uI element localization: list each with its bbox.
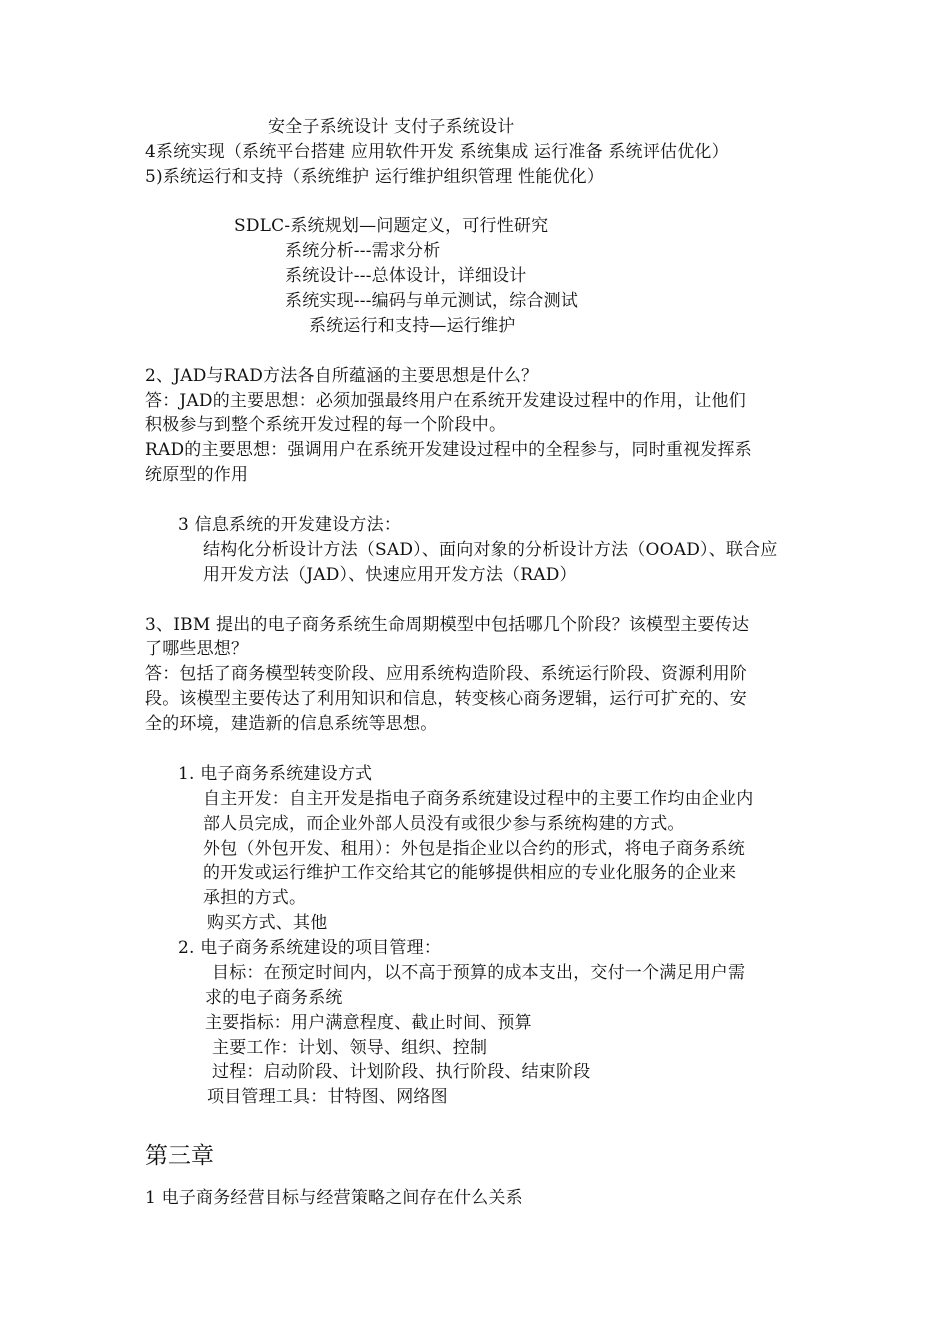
goal-line-1: 目标：在预定时间内，以不高于预算的成本支出，交付一个满足用户需 (212, 963, 746, 983)
system-implementation-line: 4系统实现（系统平台搭建 应用软件开发 系统集成 运行准备 系统评估优化） (145, 142, 729, 162)
jad-answer-line-2: 积极参与到整个系统开发过程的每一个阶段中。 (145, 415, 507, 435)
jad-answer-line-1: 答：JAD的主要思想：必须加强最终用户在系统开发建设过程中的作用，让他们 (145, 391, 746, 411)
ibm-answer-line-1: 答：包括了商务模型转变阶段、应用系统构造阶段、系统运行阶段、资源利用阶 (145, 664, 747, 684)
build-methods-title: 1. 电子商务系统建设方式 (178, 764, 373, 784)
chapter3-question-1: 1 电子商务经营目标与经营策略之间存在什么关系 (145, 1188, 523, 1208)
self-dev-line-2: 部人员完成，而企业外部人员没有或很少参与系统构建的方式。 (203, 814, 685, 834)
process-line: 过程：启动阶段、计划阶段、执行阶段、结束阶段 (212, 1062, 591, 1082)
ibm-question-line-2: 了哪些思想？ (145, 639, 249, 659)
jad-rad-question: 2、JAD与RAD方法各自所蕴涵的主要思想是什么？ (145, 366, 539, 386)
system-operation-support-line: 5)系统运行和支持（系统维护 运行维护组织管理 性能优化） (145, 167, 605, 187)
rad-answer-line-2: 统原型的作用 (145, 465, 249, 485)
chapter-heading: 第三章 (145, 1143, 214, 1169)
outsource-line-2: 的开发或运行维护工作交给其它的能够提供相应的专业化服务的企业来 (203, 863, 737, 883)
sdlc-analysis-line: 系统分析---需求分析 (285, 241, 441, 261)
main-work-line: 主要工作：计划、领导、组织、控制 (212, 1038, 488, 1058)
ibm-question-line-1: 3、IBM 提出的电子商务系统生命周期模型中包括哪几个阶段？该模型主要传达 (145, 615, 750, 635)
rad-answer-line-1: RAD的主要思想：强调用户在系统开发建设过程中的全程参与，同时重视发挥系 (145, 440, 752, 460)
pm-tools-line: 项目管理工具：甘特图、网络图 (207, 1087, 448, 1107)
sdlc-operation-line: 系统运行和支持—运行维护 (309, 316, 516, 336)
self-dev-line-1: 自主开发：自主开发是指电子商务系统建设过程中的主要工作均由企业内 (203, 789, 754, 809)
ibm-answer-line-2: 段。该模型主要传达了利用知识和信息，转变核心商务逻辑，运行可扩充的、安 (145, 689, 747, 709)
security-payment-subsystem-line: 安全子系统设计 支付子系统设计 (268, 117, 515, 137)
outsource-line-3: 承担的方式。 (203, 888, 307, 908)
project-mgmt-title: 2. 电子商务系统建设的项目管理： (178, 938, 442, 958)
purchase-other-line: 购买方式、其他 (207, 913, 328, 933)
outsource-line-1: 外包（外包开发、租用）：外包是指企业以合约的形式，将电子商务系统 (203, 839, 745, 859)
indicators-line: 主要指标：用户满意程度、截止时间、预算 (205, 1013, 532, 1033)
goal-line-2: 求的电子商务系统 (205, 988, 343, 1008)
dev-methods-title: 3 信息系统的开发建设方法： (178, 515, 402, 535)
sdlc-design-line: 系统设计---总体设计，详细设计 (285, 266, 527, 286)
dev-methods-line-2: 用开发方法（JAD）、快速应用开发方法（RAD） (203, 565, 577, 585)
sdlc-implementation-line: 系统实现---编码与单元测试，综合测试 (285, 291, 579, 311)
ibm-answer-line-3: 全的环境，建造新的信息系统等思想。 (145, 714, 438, 734)
dev-methods-line-1: 结构化分析设计方法（SAD）、面向对象的分析设计方法（OOAD）、联合应 (203, 540, 778, 560)
sdlc-planning-line: SDLC-系统规划—问题定义，可行性研究 (234, 216, 549, 236)
